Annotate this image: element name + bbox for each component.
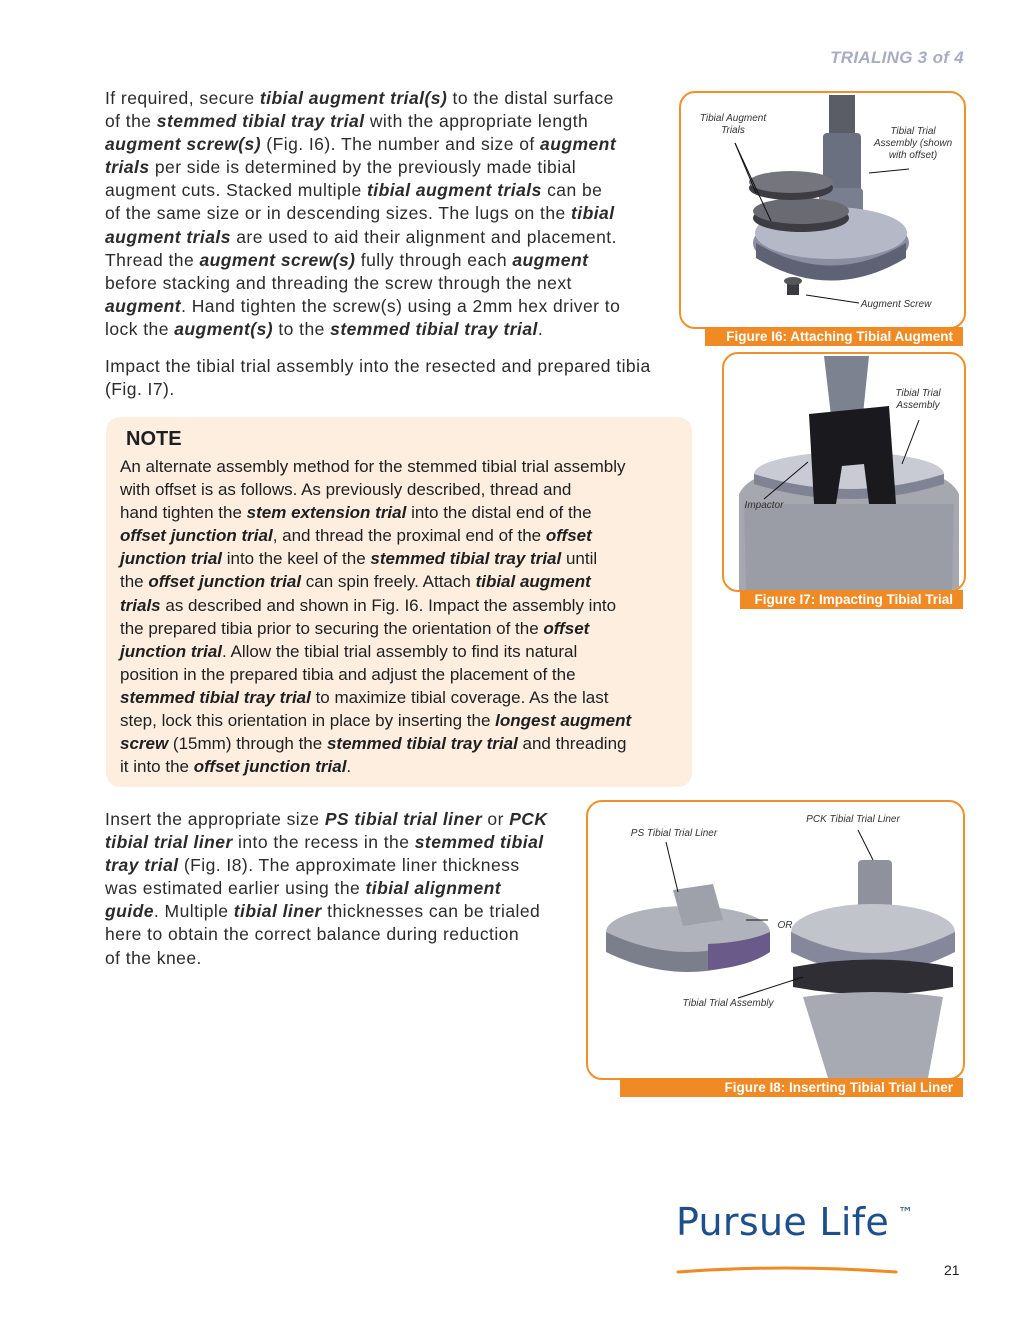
term: augment [512, 249, 589, 270]
term: tibial augment trial(s) [259, 88, 448, 108]
text: as described and shown in Fig. I6. Impact the assembly into [160, 595, 617, 615]
trademark-symbol: ™ [898, 1204, 913, 1222]
term: tibial liner [233, 901, 322, 922]
term: PCK [509, 809, 548, 829]
term: stemmed tibial tray trial [370, 549, 562, 569]
text: are used to aid their alignment and placement. [230, 226, 617, 247]
text: to maximize tibial coverage. As the last [310, 687, 609, 707]
term: stemmed tibial tray trial [120, 687, 311, 707]
term: offset junction trial [193, 757, 347, 777]
text: of the same size or in descending sizes. The lugs on the [105, 203, 571, 224]
figure-i8-caption: Figure I8: Inserting Tibial Trial Liner [620, 1078, 963, 1097]
paragraph-liner [105, 808, 585, 970]
term: stemmed tibial [414, 832, 544, 853]
text: with the appropriate length [364, 111, 589, 132]
text: to the distal surface [447, 88, 614, 108]
text: and threading [517, 734, 627, 754]
text: Insert the appropriate size [105, 809, 325, 829]
term: offset [545, 526, 592, 546]
term: tibial augment trials [367, 180, 542, 201]
text: before stacking and threading the screw through the next [105, 272, 572, 293]
text: . Multiple [153, 901, 234, 922]
text: . [346, 757, 352, 777]
text: until [561, 549, 598, 569]
callout-augment-trials: Tibial Augment Trials [699, 113, 767, 136]
text: lock the [105, 318, 175, 339]
callout-impactor: Impactor [744, 500, 784, 511]
paragraph-impact [105, 355, 710, 401]
text: of the [105, 111, 157, 132]
text: (Fig. I8). The approximate liner thickness [178, 855, 520, 876]
term: augment screw(s) [199, 249, 356, 270]
text: of the knee. [105, 947, 202, 968]
term: augment(s) [174, 318, 274, 339]
text: augment cuts. Stacked multiple [105, 180, 367, 201]
term: guide [105, 901, 154, 922]
text: step, lock this orientation in place by inserting the [120, 711, 496, 731]
text: Thread the [105, 249, 200, 270]
text: Impact the tibial trial assembly into the resected and prepared tibia [105, 356, 651, 376]
term: stemmed tibial tray trial [326, 734, 518, 754]
term: stemmed tibial tray trial [330, 318, 538, 339]
section-header: TRIALING 3 of 4 [830, 48, 964, 67]
term: longest augment [495, 711, 632, 731]
text: If required, secure [105, 88, 260, 108]
callout-tibial-trial-assembly: Tibial Trial Assembly (shown with offset) [873, 126, 953, 161]
term: junction trial [120, 641, 222, 661]
callout-pck-liner: PCK Tibial Trial Liner [806, 814, 900, 825]
text: into the keel of the [222, 549, 371, 569]
text: fully through each [355, 249, 513, 270]
term: tray trial [105, 855, 179, 876]
figure-i7-frame [722, 352, 966, 592]
text: it into the [120, 757, 194, 777]
text: per side is determined by the previously made tibial [149, 157, 577, 178]
term: tibial [571, 203, 615, 224]
figure-i6-caption: Figure I6: Attaching Tibial Augment [705, 327, 963, 346]
text: the [120, 572, 149, 592]
text: position in the prepared tibia and adjust the placement of the [120, 664, 576, 684]
text: (15mm) through the [168, 734, 327, 754]
figure-i8-frame [586, 800, 965, 1080]
page-number: 21 [944, 1262, 960, 1278]
text: or [482, 809, 510, 829]
callout-tibial-trial-assembly: Tibial Trial Assembly [682, 998, 774, 1009]
text: can be [541, 180, 603, 201]
term: offset junction trial [120, 526, 273, 546]
text: hand tighten the [120, 503, 247, 523]
term: stemmed tibial tray trial [156, 111, 365, 132]
term: augment screw(s) [105, 134, 261, 155]
text: (Fig. I7). [105, 379, 175, 400]
term: augment [540, 134, 617, 155]
term: augment trials [105, 226, 231, 247]
text: here to obtain the correct balance during reduction [105, 924, 520, 945]
term: junction trial [120, 549, 222, 569]
text: to the [273, 318, 331, 339]
text: can spin freely. Attach [301, 572, 476, 592]
text: . Allow the tibial trial assembly to find its natural [222, 641, 578, 661]
callout-augment-screw: Augment Screw [860, 299, 932, 310]
note-text [120, 455, 686, 778]
callout-tibial-trial-assembly: Tibial Trial Assembly [895, 388, 941, 411]
text: into the distal end of the [406, 503, 592, 523]
text: thicknesses can be trialed [321, 901, 541, 922]
text: , and thread the proximal end of the [272, 526, 546, 546]
term: stem extension trial [246, 503, 407, 523]
text: An alternate assembly method for the stemmed tibial trial assembly [120, 457, 626, 476]
figure-i6-frame [679, 91, 966, 329]
term: screw [120, 734, 169, 754]
term: augment [105, 295, 182, 316]
term: offset junction trial [148, 572, 302, 592]
text: was estimated earlier using the [105, 878, 366, 899]
callout-or: OR [777, 920, 793, 931]
term: offset [543, 618, 590, 638]
text: . Hand tighten the screw(s) using a 2mm hex driver to [181, 295, 621, 316]
term: tibial augment [475, 572, 591, 592]
term: PS tibial trial liner [324, 809, 483, 829]
term: trials [105, 157, 150, 178]
term: tibial alignment [365, 878, 502, 899]
text: the prepared tibia prior to securing the orientation of the [120, 618, 544, 638]
text: . [537, 318, 544, 339]
term: tibial trial liner [105, 832, 233, 853]
callout-ps-liner: PS Tibial Trial Liner [630, 828, 718, 839]
brand-logo-text: Pursue Life [676, 1200, 890, 1244]
paragraph-augment-trials [105, 87, 665, 341]
text: with offset is as follows. As previously described, thread and [120, 480, 572, 500]
text: into the recess in the [232, 832, 415, 853]
note-title: NOTE [126, 428, 182, 450]
figure-i7-caption: Figure I7: Impacting Tibial Trial [740, 590, 963, 609]
brand-swoosh [676, 1262, 898, 1276]
term: trials [120, 595, 161, 615]
text: (Fig. I6). The number and size of [261, 134, 541, 155]
liner-insertion-illustration [588, 802, 963, 1078]
